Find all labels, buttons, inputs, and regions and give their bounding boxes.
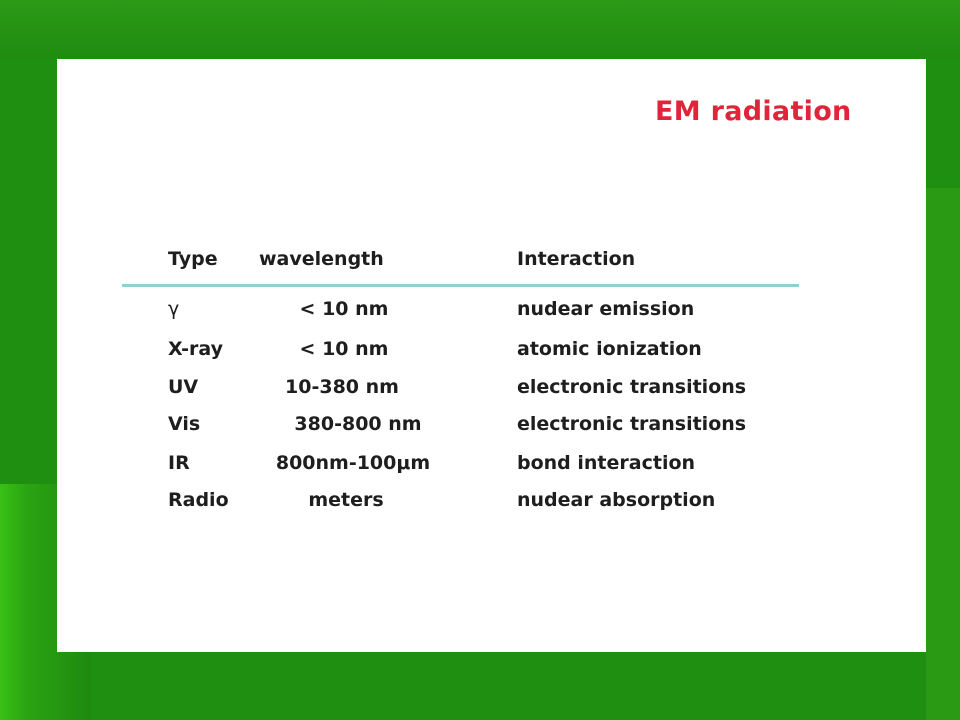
row-4-type: IR [168, 452, 190, 474]
row-0-interaction: nudear emission [517, 298, 695, 320]
row-3-wavelength: 380-800 nm [294, 413, 422, 435]
row-4-interaction: bond interaction [517, 452, 696, 474]
header-wavelength: wavelength [259, 248, 384, 270]
row-5-wavelength: meters [308, 489, 384, 511]
slide-title: EM radiation [655, 96, 852, 127]
row-3-interaction: electronic transitions [517, 413, 747, 435]
row-0-type: γ [168, 298, 180, 320]
row-2-wavelength: 10-380 nm [285, 376, 399, 398]
row-2-interaction: electronic transitions [517, 376, 747, 398]
row-1-interaction: atomic ionization [517, 338, 702, 360]
row-4-wavelength: 800nm-100μm [275, 452, 431, 474]
row-1-wavelength: < 10 nm [299, 338, 389, 360]
header-interaction: Interaction [517, 248, 636, 270]
row-1-type: X-ray [168, 338, 223, 360]
row-2-type: UV [168, 376, 199, 398]
header-divider [122, 284, 799, 287]
header-type: Type [168, 248, 218, 270]
background-accent-right [926, 188, 960, 720]
row-5-type: Radio [168, 489, 229, 511]
row-3-type: Vis [168, 413, 201, 435]
row-5-interaction: nudear absorption [517, 489, 716, 511]
row-0-wavelength: < 10 nm [299, 298, 389, 320]
background-band-top [0, 0, 960, 58]
